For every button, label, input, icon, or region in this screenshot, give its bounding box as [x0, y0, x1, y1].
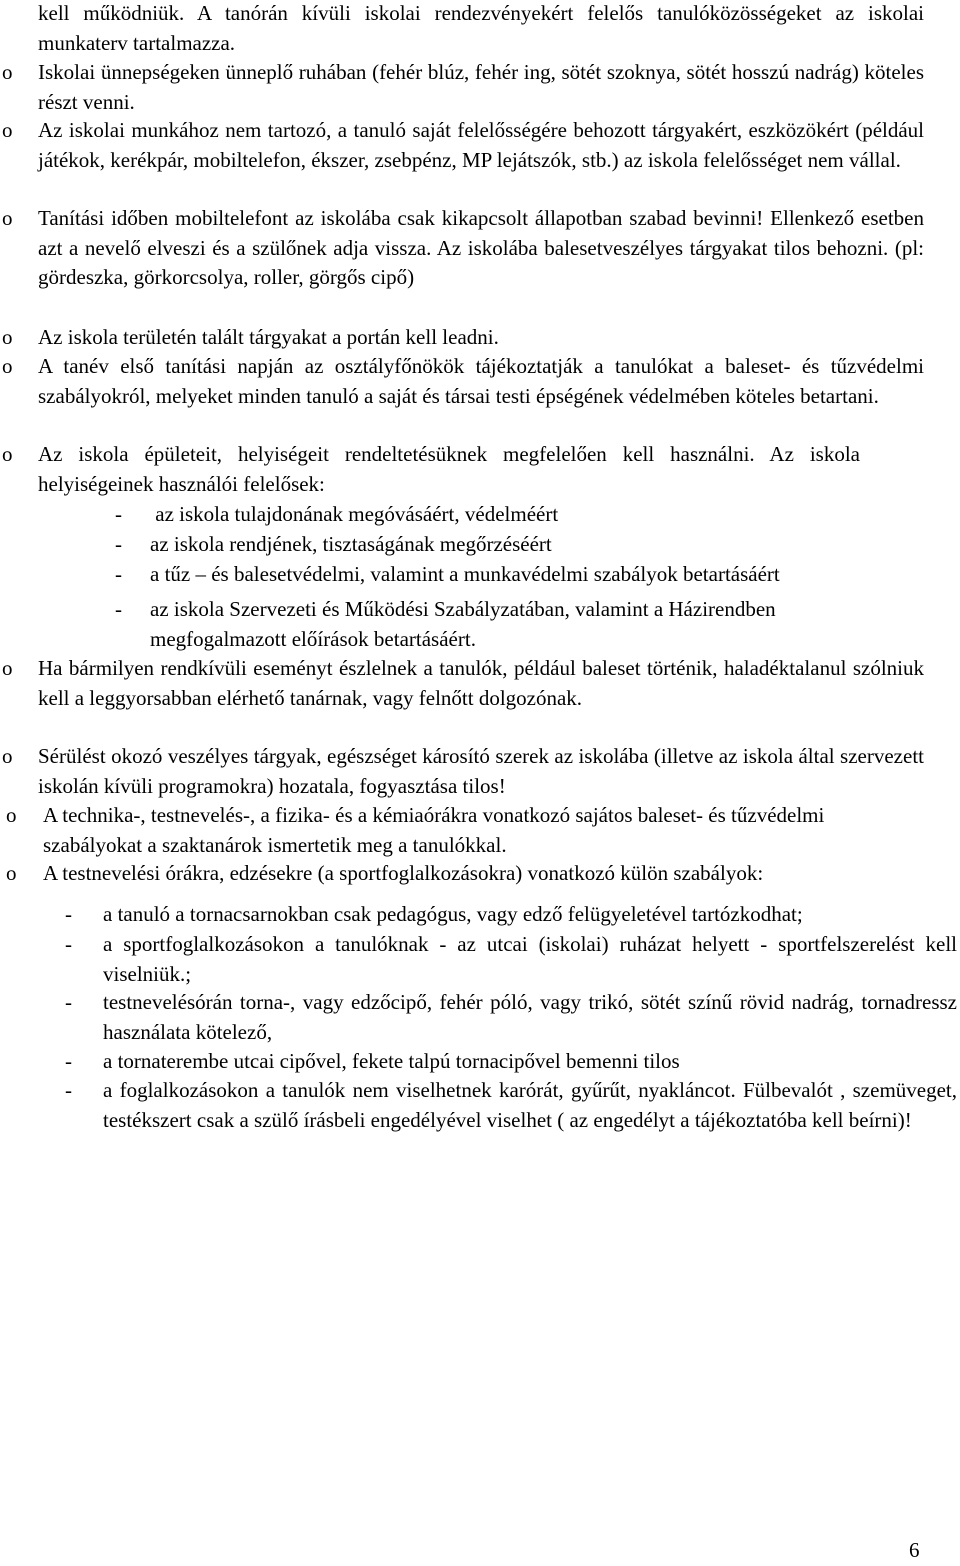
rule-item-ceremony-dress: Iskolai ünnepségeken ünneplő ruhában (fehér blúz, fehér ing, sötét szoknya, sötét hosszú nadrág) köteles részt venni. — [38, 60, 924, 114]
dash-marker: - — [115, 532, 122, 556]
bullet-marker: o — [2, 354, 13, 378]
bullet-marker: o — [6, 861, 17, 885]
pe-rule-supervision: a tanuló a tornacsarnokban csak pedagógus, vagy edző felügyeletével tartózkodhat; — [103, 902, 803, 926]
responsibility-item-order: az iskola rendjének, tisztaságának megőrzéséért — [150, 532, 552, 556]
rule-item-personal-items: Az iskolai munkához nem tartozó, a tanuló saját felelősségére behozott tárgyakért, eszközökért (például játékok, kerékpár, mobiltelefon, ékszer, zsebpénz, MP lejátszók, stb.) az iskola felelősséget nem vállal. — [38, 118, 924, 172]
rule-item-emergency: Ha bármilyen rendkívüli eseményt észlelnek a tanulók, például baleset történik, haladéktalanul szólniuk kell a leggyorsabban elérhető tanárnak, vagy felnőtt dolgozónak. — [38, 656, 924, 710]
dash-marker: - — [115, 502, 122, 526]
pe-rule-jewelry: a foglalkozásokon a tanulók nem viselhetnek karórát, gyűrűt, nyakláncot. Fülbevalót , szemüveget, testékszert csak a szülő írásbeli engedélyével viselhet ( az engedélyt a tájékoztatóba kell beírni)! — [103, 1078, 957, 1132]
bullet-marker: o — [2, 60, 13, 84]
dash-marker: - — [65, 1078, 72, 1102]
responsibility-item-regulations: az iskola Szervezeti és Működési Szabályzatában, valamint a Házirendben megfogalmazott előírások betartásáért. — [150, 597, 776, 651]
dash-marker: - — [65, 932, 72, 956]
bullet-marker: o — [2, 206, 13, 230]
bullet-marker: o — [2, 744, 13, 768]
pe-rule-clothing: testnevelésórán torna-, vagy edzőcipő, fehér póló, vagy trikó, sötét színű rövid nadrág, tornadressz használata kötelező, — [103, 990, 957, 1044]
rule-item-mobile-phone: Tanítási időben mobiltelefont az iskolába csak kikapcsolt állapotban szabad bevinni! Ellenkező esetben azt a nevelő elveszi és a szülőnek adja vissza. Az iskolába balesetveszélyes tárgyakat tilos behozni. (pl: gördeszka, görkorcsolya, roller, görgős cipő) — [38, 206, 924, 289]
pe-rule-street-shoes: a tornaterembe utcai cipővel, fekete talpú tornacipővel bemenni tilos — [103, 1049, 680, 1073]
pe-rule-sports-gear: a sportfoglalkozásokon a tanulóknak - az utcai (iskolai) ruházat helyett - sportfelszerelést kell viselniük.; — [103, 932, 957, 986]
responsibility-item-property: az iskola tulajdonának megóvásáért, védelméért — [150, 502, 559, 526]
rule-item-building-use: Az iskola épületeit, helyiségeit rendeltetésüknek megfelelően kell használni. Az iskola helyiségeinek használói felelősek: — [38, 442, 860, 496]
rule-item-found-items: Az iskola területén talált tárgyakat a portán kell leadni. — [38, 325, 499, 349]
rule-item-dangerous-items: Sérülést okozó veszélyes tárgyak, egészséget károsító szerek az iskolába (illetve az iskola által szervezett iskolán kívüli programokra) hozatala, fogyasztása tilos! — [38, 744, 924, 798]
rule-item-pe-rules: A testnevelési órákra, edzésekre (a sportfoglalkozásokra) vonatkozó külön szabályok: — [43, 861, 764, 885]
bullet-marker: o — [2, 325, 13, 349]
dash-marker: - — [115, 597, 122, 621]
dash-marker: - — [65, 990, 72, 1014]
page-number: 6 — [909, 1538, 920, 1562]
responsibility-item-fire-safety: a tűz – és balesetvédelmi, valamint a munkavédelmi szabályok betartásáért — [150, 562, 780, 586]
rule-item-subject-safety: A technika-, testnevelés-, a fizika- és a kémiaórákra vonatkozó sajátos baleset- és tűzvédelmi szabályokat a szaktanárok ismertetik meg a tanulókkal. — [43, 803, 825, 857]
continuation-paragraph: kell működniük. A tanórán kívüli iskolai rendezvényekért felelős tanulóközösségeket az iskolai munkaterv tartalmazza. — [38, 1, 924, 55]
dash-marker: - — [65, 1049, 72, 1073]
bullet-marker: o — [6, 803, 17, 827]
bullet-marker: o — [2, 656, 13, 680]
rule-item-safety-briefing: A tanév első tanítási napján az osztályfőnökök tájékoztatják a tanulókat a baleset- és tűzvédelmi szabályokról, melyeket minden tanuló a saját és társai testi épségének védelmében köteles betartani. — [38, 354, 924, 408]
dash-marker: - — [115, 562, 122, 586]
bullet-marker: o — [2, 442, 13, 466]
dash-marker: - — [65, 902, 72, 926]
bullet-marker: o — [2, 118, 13, 142]
